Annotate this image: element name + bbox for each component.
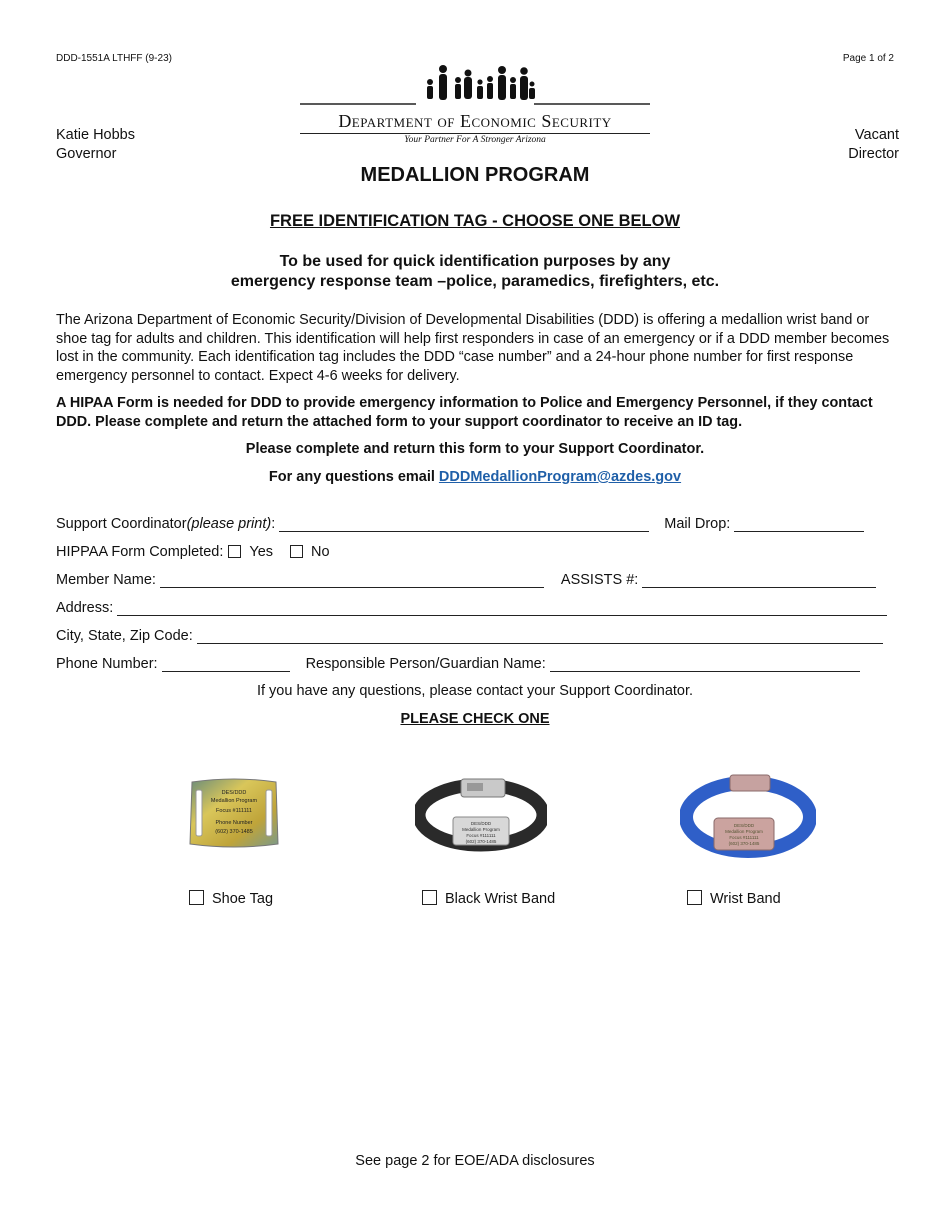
black-band-engraving-2: Medallion Program <box>462 827 500 832</box>
governor-title: Governor <box>56 146 117 162</box>
governor-block <box>56 126 135 164</box>
hipaa-no-checkbox[interactable] <box>290 545 303 558</box>
wrist-band-label: Wrist Band <box>710 890 781 907</box>
wrist-band-checkbox[interactable] <box>687 890 702 905</box>
city-state-zip-input[interactable] <box>197 629 883 644</box>
governor-name: Katie Hobbs <box>56 127 135 143</box>
phone-input[interactable] <box>162 657 290 672</box>
blue-band-engraving-3: Focus #111111 <box>729 835 759 840</box>
shoe-tag-engraving-1: DES/DDD <box>221 790 247 796</box>
form-id: DDD-1551A LTHFF (9-23) <box>56 53 172 64</box>
intro-paragraph: The Arizona Department of Economic Security/Division of Developmental Disabilities (DDD) is offering a medallion wrist band or shoe tag for adults and children. This identification will help first responders in case of an emergency or if a DDD member becomes lost in the community. Each identification tag includes the DDD “case number” and a 24-hour phone number for first response emergency personnel to contact. Expect 4-6 weeks for delivery. <box>56 312 890 384</box>
questions-line: For any questions email DDDMedallionProgram@azdes.gov <box>268 469 682 485</box>
email-link[interactable]: DDDMedallionProgram@azdes.gov <box>438 469 682 485</box>
blue-band-engraving-4: (602) 370-1485 <box>728 841 760 846</box>
mail-drop-input[interactable] <box>734 517 864 532</box>
family-silhouette-icon <box>300 64 650 106</box>
wrist-band-option[interactable] <box>687 890 781 907</box>
logo-tagline: Your Partner For A Stronger Arizona <box>404 135 546 145</box>
guardian-name-input[interactable] <box>550 657 860 672</box>
check-one-heading: PLEASE CHECK ONE <box>400 711 550 727</box>
assists-input[interactable] <box>642 573 876 588</box>
return-instruction: Please complete and return this form to your Support Coordinator. <box>245 441 705 457</box>
blue-wrist-band-image <box>680 772 816 864</box>
purpose-statement: To be used for quick identification purposes by any emergency response team –police, paramedics, firefighters, etc. <box>230 253 720 290</box>
shoe-tag-checkbox[interactable] <box>189 890 204 905</box>
black-band-engraving-4: (602) 370-1485 <box>465 839 497 844</box>
logo-org-name: Department of Economic Security <box>338 111 612 131</box>
shoe-tag-image <box>188 778 280 848</box>
shoe-tag-engraving-4: Phone Number <box>215 820 253 826</box>
director-name: Vacant <box>854 127 899 143</box>
member-row: Member Name: ASSISTS #: <box>56 568 876 588</box>
black-wrist-band-image <box>415 777 547 855</box>
blue-band-engraving-2: Medallion Program <box>725 829 763 834</box>
shoe-tag-option[interactable] <box>189 890 273 907</box>
shoe-tag-label: Shoe Tag <box>212 890 274 907</box>
black-band-engraving-3: Focus #111111 <box>466 833 496 838</box>
address-input[interactable] <box>117 601 887 616</box>
support-coordinator-input[interactable] <box>279 517 649 532</box>
member-name-input[interactable] <box>160 573 544 588</box>
phone-guardian-row: Phone Number: Responsible Person/Guardian Name: <box>56 652 860 672</box>
director-title: Director <box>848 146 899 162</box>
shoe-tag-engraving-3: Focus #111111 <box>216 808 252 814</box>
blue-band-engraving-1: DES/DDD <box>733 823 755 828</box>
address-row: Address: <box>56 596 887 616</box>
black-wrist-band-option[interactable] <box>422 890 555 907</box>
page-title: MEDALLION PROGRAM <box>360 164 590 186</box>
city-state-zip-row: City, State, Zip Code: <box>56 624 883 644</box>
hipaa-yes-checkbox[interactable] <box>228 545 241 558</box>
support-coordinator-row: Support Coordinator (please print) : Mail Drop: <box>56 512 864 532</box>
shoe-tag-engraving-5: (602) 370-1485 <box>215 829 253 835</box>
shoe-tag-engraving-2: Medallion Program <box>210 798 258 804</box>
des-logo <box>300 64 650 146</box>
black-wrist-band-checkbox[interactable] <box>422 890 437 905</box>
black-band-engraving-1: DES/DDD <box>470 821 492 826</box>
page-subtitle: FREE IDENTIFICATION TAG - CHOOSE ONE BELOW <box>269 212 681 230</box>
black-wrist-band-label: Black Wrist Band <box>445 890 556 907</box>
hipaa-completed-row: HIPPAA Form Completed: Yes No <box>56 544 330 560</box>
footer-disclosure: See page 2 for EOE/ADA disclosures <box>355 1153 595 1169</box>
hipaa-notice: A HIPAA Form is needed for DDD to provide emergency information to Police and Emergency Personnel, if they contact DDD. Please complete and return the attached form to your support coordinator to receive an ID tag. <box>56 395 873 430</box>
director-block <box>848 126 899 164</box>
contact-note: If you have any questions, please contact your Support Coordinator. <box>256 683 694 699</box>
page-number: Page 1 of 2 <box>842 53 894 64</box>
